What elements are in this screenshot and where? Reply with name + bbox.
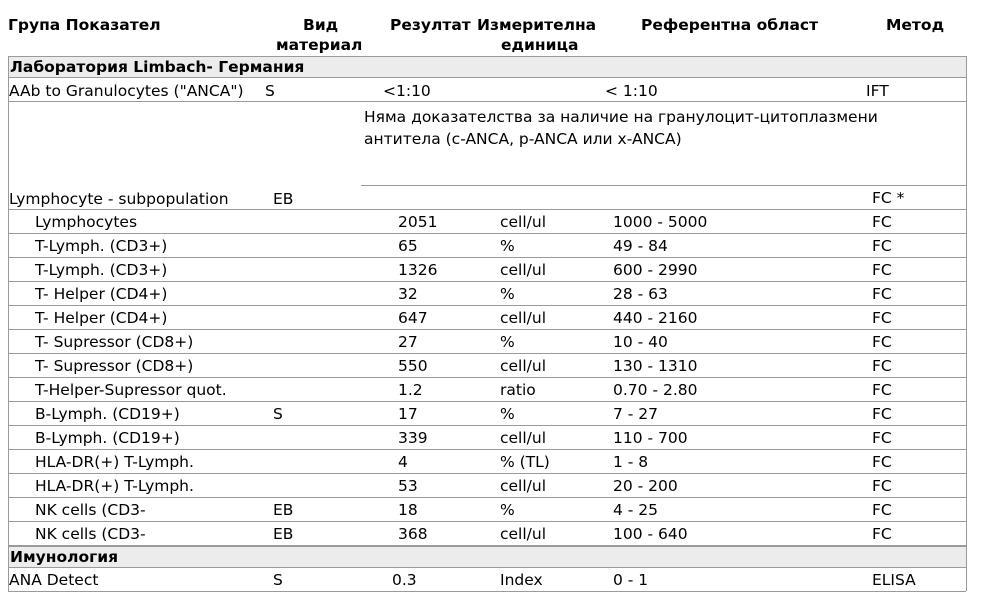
row-material: EB: [273, 525, 294, 543]
row-method: FC: [872, 237, 892, 255]
section-band-limbach: [8, 56, 966, 78]
row-unit: cell/ul: [500, 429, 547, 447]
row-name: Lymphocyte - subpopulation: [9, 190, 229, 208]
row-method: FC: [872, 309, 892, 327]
header-material-line2: материал: [276, 36, 363, 54]
row-result: 647: [398, 309, 428, 327]
row-reference: 49 - 84: [613, 237, 668, 255]
row-method: FC: [872, 381, 892, 399]
row-divider: [8, 305, 966, 306]
row-method: FC: [872, 213, 892, 231]
header-unit-line1: Измерителна: [477, 16, 597, 34]
row-name: Lymphocytes: [35, 213, 138, 231]
table-left-border: [8, 56, 9, 591]
row-reference: 1 - 8: [613, 453, 649, 471]
header-material-line1: Вид: [303, 16, 339, 34]
row-method: FC: [872, 453, 892, 471]
header-group: Група Показател: [8, 16, 161, 34]
row-reference: 130 - 1310: [613, 357, 698, 375]
row-unit: cell/ul: [500, 309, 547, 327]
row-reference: 0.70 - 2.80: [613, 381, 698, 399]
row-method: FC: [872, 429, 892, 447]
row-name: T- Supressor (CD8+): [35, 333, 194, 351]
header-result: Резултат: [390, 16, 471, 34]
row-name: B-Lymph. (CD19+): [35, 405, 180, 423]
row-divider: [8, 329, 966, 330]
row-name: T- Supressor (CD8+): [35, 357, 194, 375]
row-result: 0.3: [392, 571, 417, 589]
row-name: T- Helper (CD4+): [35, 285, 168, 303]
row-reference: 7 - 27: [613, 405, 659, 423]
note-divider: [361, 185, 966, 186]
row-divider: [8, 233, 966, 234]
row-reference: 1000 - 5000: [613, 213, 708, 231]
row-material: EB: [273, 501, 294, 519]
header-method: Метод: [886, 16, 945, 34]
row-name: T-Lymph. (CD3+): [35, 237, 168, 255]
row-reference: 0 - 1: [613, 571, 649, 589]
row-result: 17: [398, 405, 418, 423]
row-method: FC: [872, 477, 892, 495]
row-method: FC: [872, 357, 892, 375]
row-divider: [8, 425, 966, 426]
row-reference: 28 - 63: [613, 285, 668, 303]
row-reference: 100 - 640: [613, 525, 688, 543]
row-method: FC: [872, 525, 892, 543]
row-reference: 10 - 40: [613, 333, 668, 351]
row-divider: [8, 401, 966, 402]
header-unit-line2: единица: [501, 36, 579, 54]
table-right-border: [966, 56, 967, 591]
row-method: FC: [872, 333, 892, 351]
row-result: 32: [398, 285, 418, 303]
row-divider: [8, 353, 966, 354]
row-result: 2051: [398, 213, 438, 231]
row-divider: [8, 257, 966, 258]
row-unit: ratio: [500, 381, 536, 399]
row-name: AAb to Granulocytes ("ANCA"): [9, 82, 244, 100]
row-result: <1:10: [383, 82, 431, 100]
row-unit: Index: [500, 571, 543, 589]
row-unit: %: [500, 237, 515, 255]
row-divider: [8, 497, 966, 498]
section-band-immunology: [8, 546, 966, 568]
row-method: FC: [872, 405, 892, 423]
row-unit: %: [500, 285, 515, 303]
row-unit: cell/ul: [500, 525, 547, 543]
row-divider: [8, 473, 966, 474]
row-name: B-Lymph. (CD19+): [35, 429, 180, 447]
row-unit: cell/ul: [500, 261, 547, 279]
row-result: 1326: [398, 261, 438, 279]
row-divider: [8, 377, 966, 378]
row-reference: 110 - 700: [613, 429, 688, 447]
row-method: ELISA: [872, 571, 916, 589]
section-title: Имунология: [10, 548, 119, 566]
row-result: 65: [398, 237, 418, 255]
row-divider: [8, 281, 966, 282]
row-divider: [8, 101, 966, 102]
row-divider: [8, 521, 966, 522]
row-divider: [8, 209, 966, 210]
row-result: 18: [398, 501, 418, 519]
row-divider: [8, 449, 966, 450]
section-title: Лаборатория Limbach- Германия: [10, 58, 305, 76]
row-method: FC *: [872, 189, 905, 207]
row-name: T-Helper-Supressor quot.: [35, 381, 227, 399]
row-method: FC: [872, 501, 892, 519]
row-reference: 4 - 25: [613, 501, 659, 519]
row-unit: %: [500, 405, 515, 423]
row-unit: cell/ul: [500, 477, 547, 495]
anca-note: Няма доказателства за наличие на гранулоцит-цитоплазмени антитела (c-ANCA, p-ANCA или x-ANCA): [364, 108, 878, 148]
header-reference: Референтна област: [641, 16, 819, 34]
row-result: 27: [398, 333, 418, 351]
row-method: FC: [872, 261, 892, 279]
row-reference: 440 - 2160: [613, 309, 698, 327]
row-name: HLA-DR(+) T-Lymph.: [35, 453, 194, 471]
row-unit: cell/ul: [500, 357, 547, 375]
row-method: IFT: [866, 82, 889, 100]
row-result: 368: [398, 525, 428, 543]
row-name: T- Helper (CD4+): [35, 309, 168, 327]
row-material: EB: [273, 190, 294, 208]
row-material: S: [265, 82, 275, 100]
row-name: NK cells (CD3-: [35, 501, 146, 519]
row-result: 339: [398, 429, 428, 447]
row-name: T-Lymph. (CD3+): [35, 261, 168, 279]
row-name: HLA-DR(+) T-Lymph.: [35, 477, 194, 495]
row-divider: [8, 591, 966, 592]
row-reference: 600 - 2990: [613, 261, 698, 279]
row-result: 4: [398, 453, 408, 471]
row-unit: %: [500, 333, 515, 351]
row-name: NK cells (CD3-: [35, 525, 146, 543]
row-material: S: [273, 571, 283, 589]
row-reference: < 1:10: [605, 82, 658, 100]
row-result: 53: [398, 477, 418, 495]
row-unit: cell/ul: [500, 213, 547, 231]
row-material: S: [273, 405, 283, 423]
row-unit: %: [500, 501, 515, 519]
row-result: 550: [398, 357, 428, 375]
row-reference: 20 - 200: [613, 477, 678, 495]
row-result: 1.2: [398, 381, 423, 399]
row-name: ANA Detect: [9, 571, 99, 589]
row-unit: % (TL): [500, 453, 550, 471]
row-method: FC: [872, 285, 892, 303]
